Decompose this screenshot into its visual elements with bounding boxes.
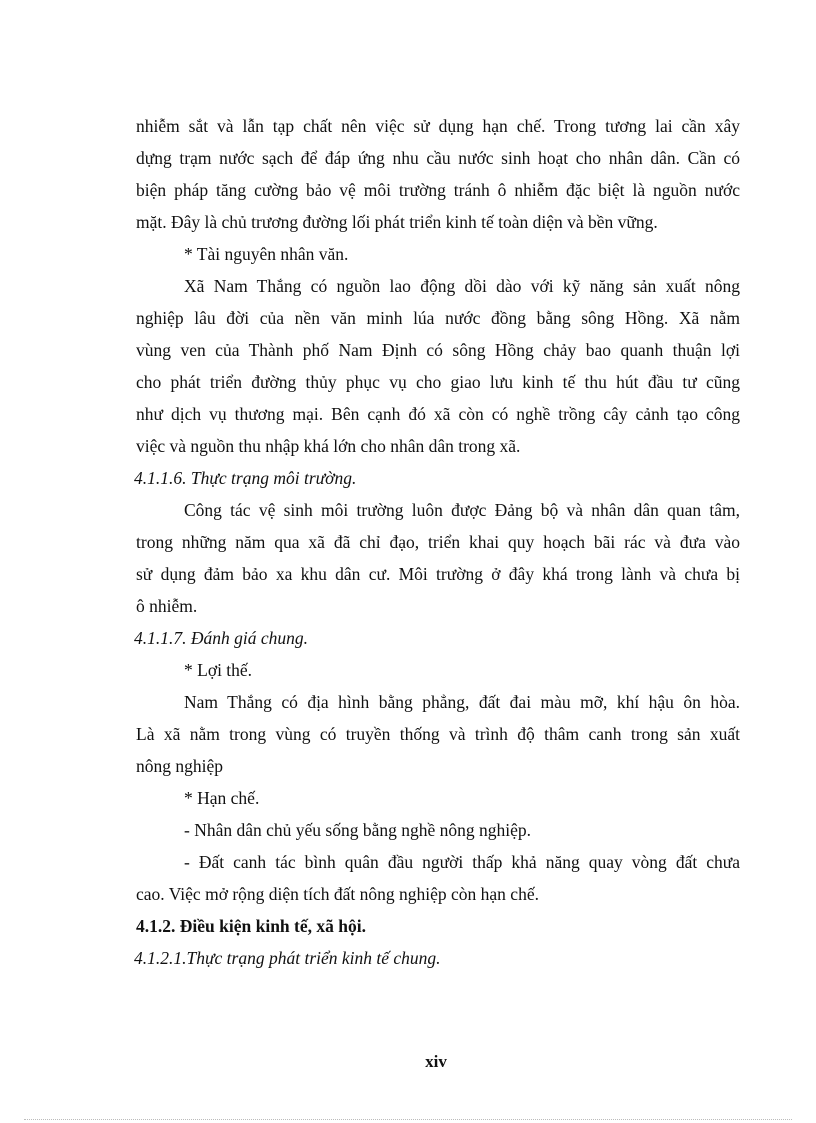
text-line: - Đất canh tác bình quân đầu người thấp khả năng quay vòng đất chưa [184, 852, 740, 872]
subheading-han-che: * Hạn chế. [184, 788, 260, 808]
section-heading-4-1-2: 4.1.2. Điều kiện kinh tế, xã hội. [136, 916, 366, 936]
text-line: nông nghiệp [136, 756, 224, 776]
text-line: nhiễm sắt và lẫn tạp chất nên việc sử dụng hạn chế. Trong tương lai cần xây [136, 116, 740, 136]
text-line: Xã Nam Thắng có nguồn lao động dồi dào với kỹ năng sản xuất nông [184, 276, 740, 296]
text-line: vùng ven của Thành phố Nam Định có sông Hồng chảy bao quanh thuận lợi [136, 340, 740, 360]
subheading-loi-the: * Lợi thế. [184, 660, 253, 680]
text-line: Nam Thắng có địa hình bằng phẳng, đất đai màu mỡ, khí hậu ôn hòa. [184, 692, 740, 712]
text-line: cho phát triển đường thủy phục vụ cho giao lưu kinh tế thu hút đầu tư cũng [136, 372, 740, 392]
text-line: dựng trạm nước sạch để đáp ứng nhu cầu nước sinh hoạt cho nhân dân. Cần có [136, 148, 740, 168]
text-line: trong những năm qua xã đã chỉ đạo, triển khai quy hoạch bãi rác và đưa vào [136, 532, 740, 552]
section-heading-4-1-1-6: 4.1.1.6. Thực trạng môi trường. [134, 468, 357, 488]
text-line: nghiệp lâu đời của nền văn minh lúa nước đồng bằng sông Hồng. Xã nằm [136, 308, 740, 328]
section-heading-4-1-2-1: 4.1.2.1.Thực trạng phát triển kinh tế chung. [134, 948, 441, 968]
page-bottom-divider [24, 1119, 792, 1120]
text-line: - Nhân dân chủ yếu sống bằng nghề nông nghiệp. [184, 820, 532, 840]
text-line: biện pháp tăng cường bảo vệ môi trường tránh ô nhiễm đặc biệt là nguồn nước [136, 180, 740, 200]
text-line: ô nhiễm. [136, 596, 198, 616]
text-line: sử dụng đảm bảo xa khu dân cư. Môi trường ở đây khá trong lành và chưa bị [136, 564, 740, 584]
text-line: Là xã nằm trong vùng có truyền thống và trình độ thâm canh trong sản xuất [136, 724, 740, 744]
subheading-tai-nguyen: * Tài nguyên nhân văn. [184, 244, 349, 264]
section-heading-4-1-1-7: 4.1.1.7. Đánh giá chung. [134, 628, 309, 648]
document-body [136, 110, 740, 974]
text-line: mặt. Đây là chủ trương đường lối phát triển kinh tế toàn diện và bền vững. [136, 212, 658, 232]
text-line: như dịch vụ thương mại. Bên cạnh đó xã còn có nghề trồng cây cảnh tạo công [136, 404, 740, 424]
text-line: cao. Việc mở rộng diện tích đất nông nghiệp còn hạn chế. [136, 884, 539, 904]
text-line: việc và nguồn thu nhập khá lớn cho nhân dân trong xã. [136, 436, 521, 456]
text-line: Công tác vệ sinh môi trường luôn được Đảng bộ và nhân dân quan tâm, [184, 500, 740, 520]
page-number: xiv [425, 1052, 447, 1071]
